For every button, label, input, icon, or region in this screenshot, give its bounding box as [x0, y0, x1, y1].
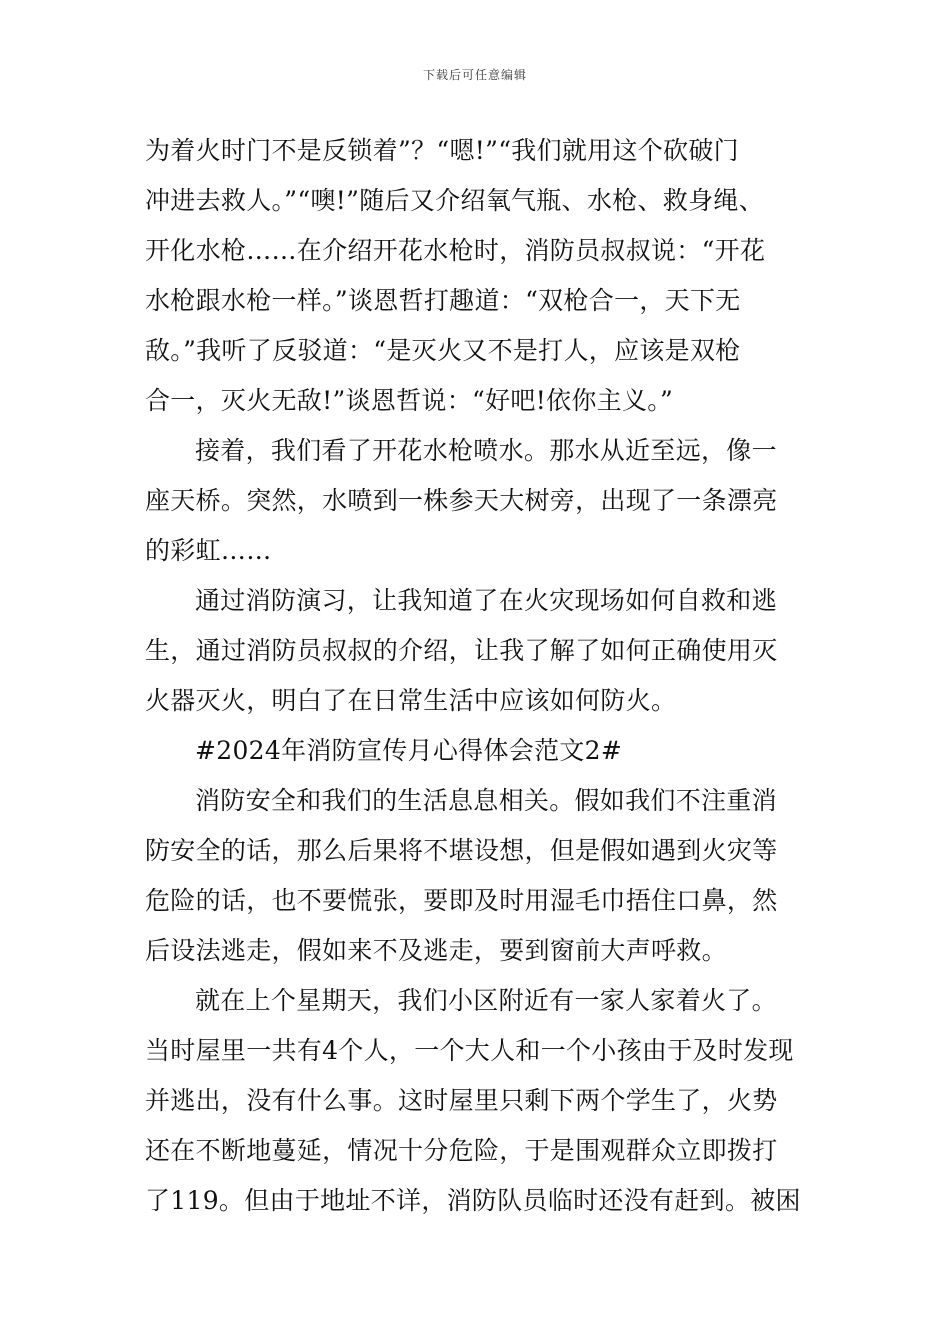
- text-line: 了119。但由于地址不详，消防队员临时还没有赶到。被困: [145, 1186, 801, 1215]
- body-text: [145, 128, 815, 1228]
- text-line: 当时屋里一共有4个人，一个大人和一个小孩由于及时发现: [145, 1036, 794, 1065]
- text-line: 后设法逃走，假如来不及逃走，要到窗前大声呼救。: [145, 936, 727, 965]
- text-line: 座天桥。突然，水喷到一株参天大树旁，出现了一条漂亮: [145, 486, 778, 515]
- text-line: 水枪跟水枪一样。”谈恩哲打趣道：“双枪合一，天下无: [145, 286, 741, 315]
- text-line: 的彩虹……: [145, 536, 272, 565]
- text-line: 并逃出，没有什么事。这时屋里只剩下两个学生了，火势: [145, 1086, 778, 1115]
- text-line: 冲进去救人。”“噢!”随后又介绍氧气瓶、水枪、救身绳、: [145, 186, 764, 215]
- text-line: 火器灭火，明白了在日常生活中应该如何防火。: [145, 686, 677, 715]
- paragraph-start-line: 通过消防演习，让我知道了在火灾现场如何自救和逃: [195, 586, 777, 615]
- paragraph-start-line: 就在上个星期天，我们小区附近有一家人家着火了。: [195, 986, 777, 1015]
- text-line: 开化水枪……在介绍开花水枪时，消防员叔叔说：“开花: [145, 236, 766, 265]
- text-line: 还在不断地蔓延，情况十分危险，于是围观群众立即拨打: [145, 1136, 778, 1165]
- text-line: 敌。”我听了反驳道：“是灭火又不是打人，应该是双枪: [145, 336, 741, 365]
- text-line: 合一，灭火无敌!”谈恩哲说：“好吧!依你主义。”: [145, 386, 674, 415]
- section-heading: #2024年消防宣传月心得体会范文2#: [195, 736, 623, 765]
- text-line: 危险的话，也不要慌张，要即及时用湿毛巾捂住口鼻，然: [145, 886, 778, 915]
- text-line: 防安全的话，那么后果将不堪设想，但是假如遇到火灾等: [145, 836, 778, 865]
- header-note: 下载后可任意编辑: [422, 68, 527, 82]
- text-line: 生，通过消防员叔叔的介绍，让我了解了如何正确使用灭: [145, 636, 778, 665]
- text-line: 为着火时门不是反锁着”？“嗯!”“我们就用这个砍破门: [145, 136, 739, 165]
- paragraph-start-line: 消防安全和我们的生活息息相关。假如我们不注重消: [195, 786, 777, 815]
- paragraph-start-line: 接着，我们看了开花水枪喷水。那水从近至远，像一: [195, 436, 777, 465]
